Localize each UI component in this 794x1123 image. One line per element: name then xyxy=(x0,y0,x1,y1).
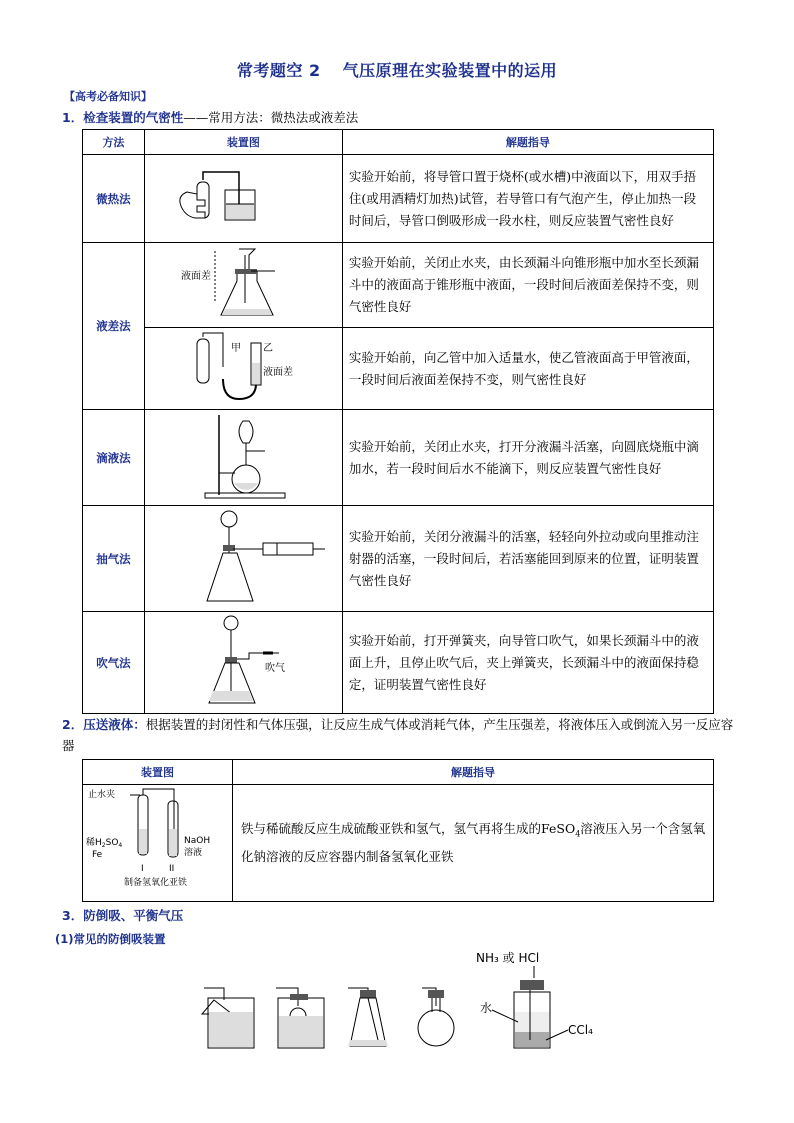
subsection-heading: (1)常见的防倒吸装置 xyxy=(55,932,166,946)
label-water: 水 xyxy=(480,1001,493,1015)
knowledge-label: 【高考必备知识】 xyxy=(64,90,152,103)
header-guide: 解题指导 xyxy=(232,760,713,785)
figure-blowing xyxy=(144,612,342,714)
table-row xyxy=(83,410,714,506)
table-row xyxy=(83,506,714,612)
label-acid: 稀$H_2SO_4$ xyxy=(86,838,123,849)
table-row xyxy=(83,243,714,328)
method-cell: 吹气法 xyxy=(83,612,145,714)
method-cell: 滴液法 xyxy=(83,410,145,506)
guide-cell: 实验开始前，关闭止水夹，由长颈漏斗向锥形瓶中加水至长颈漏斗中的液面高于锥形瓶中液面，一段时间后液面差保持不变，则气密性良好 xyxy=(342,243,713,328)
table-row xyxy=(83,785,714,902)
label-level-diff: 液面差 xyxy=(181,271,212,282)
section2: 2．压送液体：根据装置的封闭性和气体压强，让反应生成气体或消耗气体，产生压强差，将液体压入或倒流入另一反应容器 xyxy=(62,717,734,753)
page-title: 常考题空 2 气压原理在实验装置中的运用 xyxy=(236,61,558,80)
figure-ferrous-hydroxide xyxy=(83,785,233,902)
label-gas: NH₃ 或 HCl xyxy=(476,951,540,965)
method-cell: 微热法 xyxy=(83,155,145,243)
figure-heating xyxy=(144,155,342,243)
guide-cell: 实验开始前，将导管口置于烧杯(或水槽)中液面以下，用双手捂住(或用酒精灯加热)试管，若导管口有气泡产生，停止加热一段时间后，导管口倒吸形成一段水柱，则反应装置气密性良好 xyxy=(342,155,713,243)
header-method: 方法 xyxy=(83,130,145,155)
label-fe: Fe xyxy=(92,850,103,860)
header-figure: 装置图 xyxy=(83,760,233,785)
figure-anti-suckback xyxy=(196,950,616,1060)
figure-dropping-funnel xyxy=(144,410,342,506)
guide-cell: 实验开始前，向乙管中加入适量水，使乙管液面高于甲管液面，一段时间后液面差保持不变，则气密性良好 xyxy=(342,328,713,410)
section1-heading: 1．检查装置的气密性——常用方法：微热法或液差法 xyxy=(62,110,359,125)
table-header xyxy=(83,130,714,155)
label-naoh: NaOH xyxy=(184,836,211,846)
section3-heading: 3．防倒吸、平衡气压 xyxy=(62,908,184,923)
method-cell: 液差法 xyxy=(83,243,145,410)
label-ccl4: CCl₄ xyxy=(568,1023,593,1037)
guide-cell: 实验开始前，关闭分液漏斗的活塞，轻轻向外拉动或向里推动注射器的活塞，一段时间后，若活塞能回到原来的位置，证明装置气密性良好 xyxy=(342,506,713,612)
method-cell: 抽气法 xyxy=(83,506,145,612)
guide-cell: 实验开始前，关闭止水夹，打开分液漏斗活塞，向圆底烧瓶中滴加水，若一段时间后水不能滴下，则反应装置气密性良好 xyxy=(342,410,713,506)
table-press-liquid xyxy=(82,759,714,902)
label-clamp: 止水夹 xyxy=(88,790,116,800)
label-tube-ii: II xyxy=(169,864,175,874)
figure-funnel-flask xyxy=(144,243,342,328)
table-row xyxy=(83,155,714,243)
label-blow: 吹气 xyxy=(265,662,286,674)
label-tube-i: I xyxy=(141,864,145,874)
header-figure: 装置图 xyxy=(144,130,342,155)
figure-syringe xyxy=(144,506,342,612)
table-airtightness xyxy=(82,129,714,714)
label-yi: 乙 xyxy=(263,342,274,354)
table-row xyxy=(83,328,714,410)
header-guide: 解题指导 xyxy=(342,130,713,155)
label-jia: 甲 xyxy=(231,342,242,354)
figure-u-tubes xyxy=(144,328,342,410)
guide-cell: 实验开始前，打开弹簧夹，向导管口吹气，如果长颈漏斗中的液面上升，且停止吹气后，夹上弹簧夹，长颈漏斗中的液面保持稳定，证明装置气密性良好 xyxy=(342,612,713,714)
figure-caption: 制备氢氧化亚铁 xyxy=(124,878,188,888)
label-level-diff: 液面差 xyxy=(263,366,294,378)
guide-cell: 铁与稀硫酸反应生成硫酸亚铁和氢气，氢气再将生成的FeSO$_4$溶液压入另一个含氢氧化钠溶液的反应容器内制备氢氧化亚铁 xyxy=(232,785,713,902)
label-solution: 溶液 xyxy=(184,848,203,858)
table-row xyxy=(83,612,714,714)
